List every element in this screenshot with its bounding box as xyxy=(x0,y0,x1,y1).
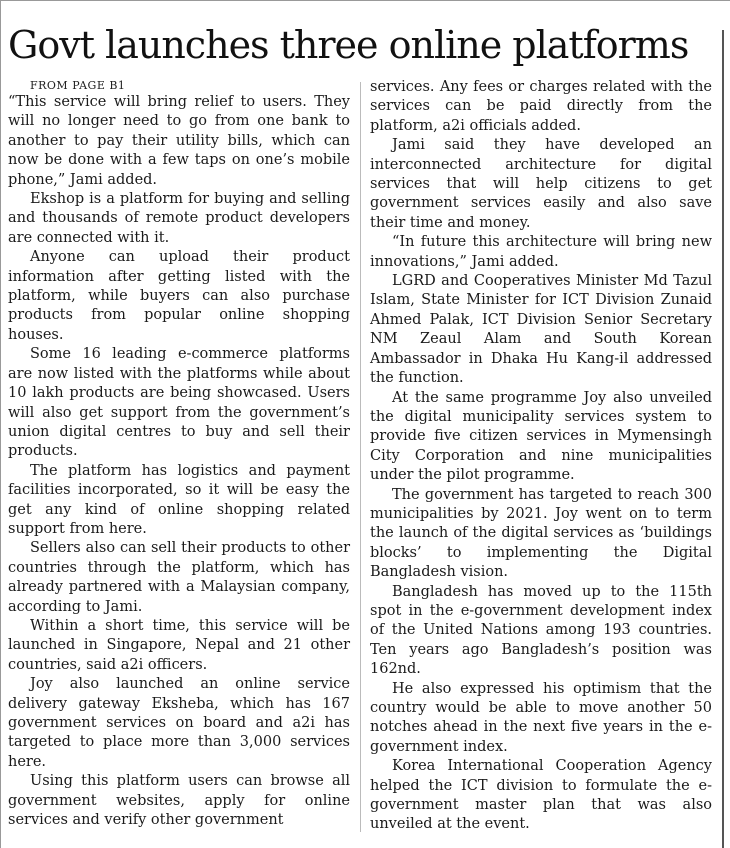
paragraph: Sellers also can sell their products to other countries through the platform, which has already partnered with a Malaysian company, according to Jami. xyxy=(8,540,350,615)
article-column-right xyxy=(370,78,712,835)
paragraph: “This service will bring relief to users. They will no longer need to go from one bank to another to pay their utility bills, which can now be done with a few taps on one’s mobile phone,” Jami added. xyxy=(8,94,350,188)
paragraph: The platform has logistics and payment facilities incorporated, so it will be easy the get any kind of online shopping related support from here. xyxy=(8,462,350,537)
frame-top-border xyxy=(0,0,730,1)
jump-line: FROM PAGE B1 xyxy=(30,79,126,92)
paragraph: Using this platform users can browse all government websites, apply for online services and verify other government xyxy=(8,773,350,829)
frame-left-border xyxy=(0,0,1,848)
article-column-left xyxy=(8,78,350,830)
article-headline: Govt launches three online platforms xyxy=(8,23,689,67)
paragraph: Within a short time, this service will be launched in Singapore, Nepal and 21 other countries, said a2i officers. xyxy=(8,617,350,673)
paragraph: Some 16 leading e-commerce platforms are now listed with the platforms while about 10 lakh products are being showcased. Users will also get support from the government’s union digital centres to buy and sell their products. xyxy=(8,346,350,460)
paragraph: Ekshop is a platform for buying and selling and thousands of remote product developers are connected with it. xyxy=(8,191,350,246)
paragraph: Joy also launched an online service delivery gateway Eksheba, which has 167 government services on board and a2i has targeted to place more than 3,000 services here. xyxy=(8,676,350,770)
paragraph: At the same programme Joy also unveiled the digital municipality services system to provide five citizen services in Mymensingh City Corporation and nine municipalities under the pilot programme. xyxy=(370,389,712,484)
frame-right-border xyxy=(722,30,724,848)
paragraph: Jami said they have developed an interconnected architecture for digital services that will help citizens to get government services easily and also save their time and money. xyxy=(370,137,712,231)
paragraph: He also expressed his optimism that the country would be able to move another 50 notches ahead in the next five years in the e-government index. xyxy=(370,680,712,755)
paragraph: Bangladesh has moved up to the 115th spot in the e-government development index of the United Nations among 193 countries. Ten years ago Bangladesh’s position was 162nd. xyxy=(370,583,712,678)
paragraph: LGRD and Cooperatives Minister Md Tazul Islam, State Minister for ICT Division Zunaid Ahmed Palak, ICT Division Senior Secretary NM Zeaul Alam and South Korean Ambassador in Dhaka Hu Kang-il addressed the function. xyxy=(370,273,712,387)
column-divider xyxy=(360,82,361,832)
paragraph: services. Any fees or charges related with the services can be paid directly from the platform, a2i officials added. xyxy=(370,79,712,134)
paragraph: Korea International Cooperation Agency helped the ICT division to formulate the e-government master plan that was also unveiled at the event. xyxy=(370,758,712,833)
paragraph: “In future this architecture will bring new innovations,” Jami added. xyxy=(370,234,712,270)
paragraph: The government has targeted to reach 300 municipalities by 2021. Joy went on to term the launch of the digital services as ‘buildings blocks’ to implementing the Digital Bangladesh vision. xyxy=(370,486,712,581)
paragraph: Anyone can upload their product information after getting listed with the platform, while buyers can also purchase products from popular online shopping houses. xyxy=(8,249,350,343)
